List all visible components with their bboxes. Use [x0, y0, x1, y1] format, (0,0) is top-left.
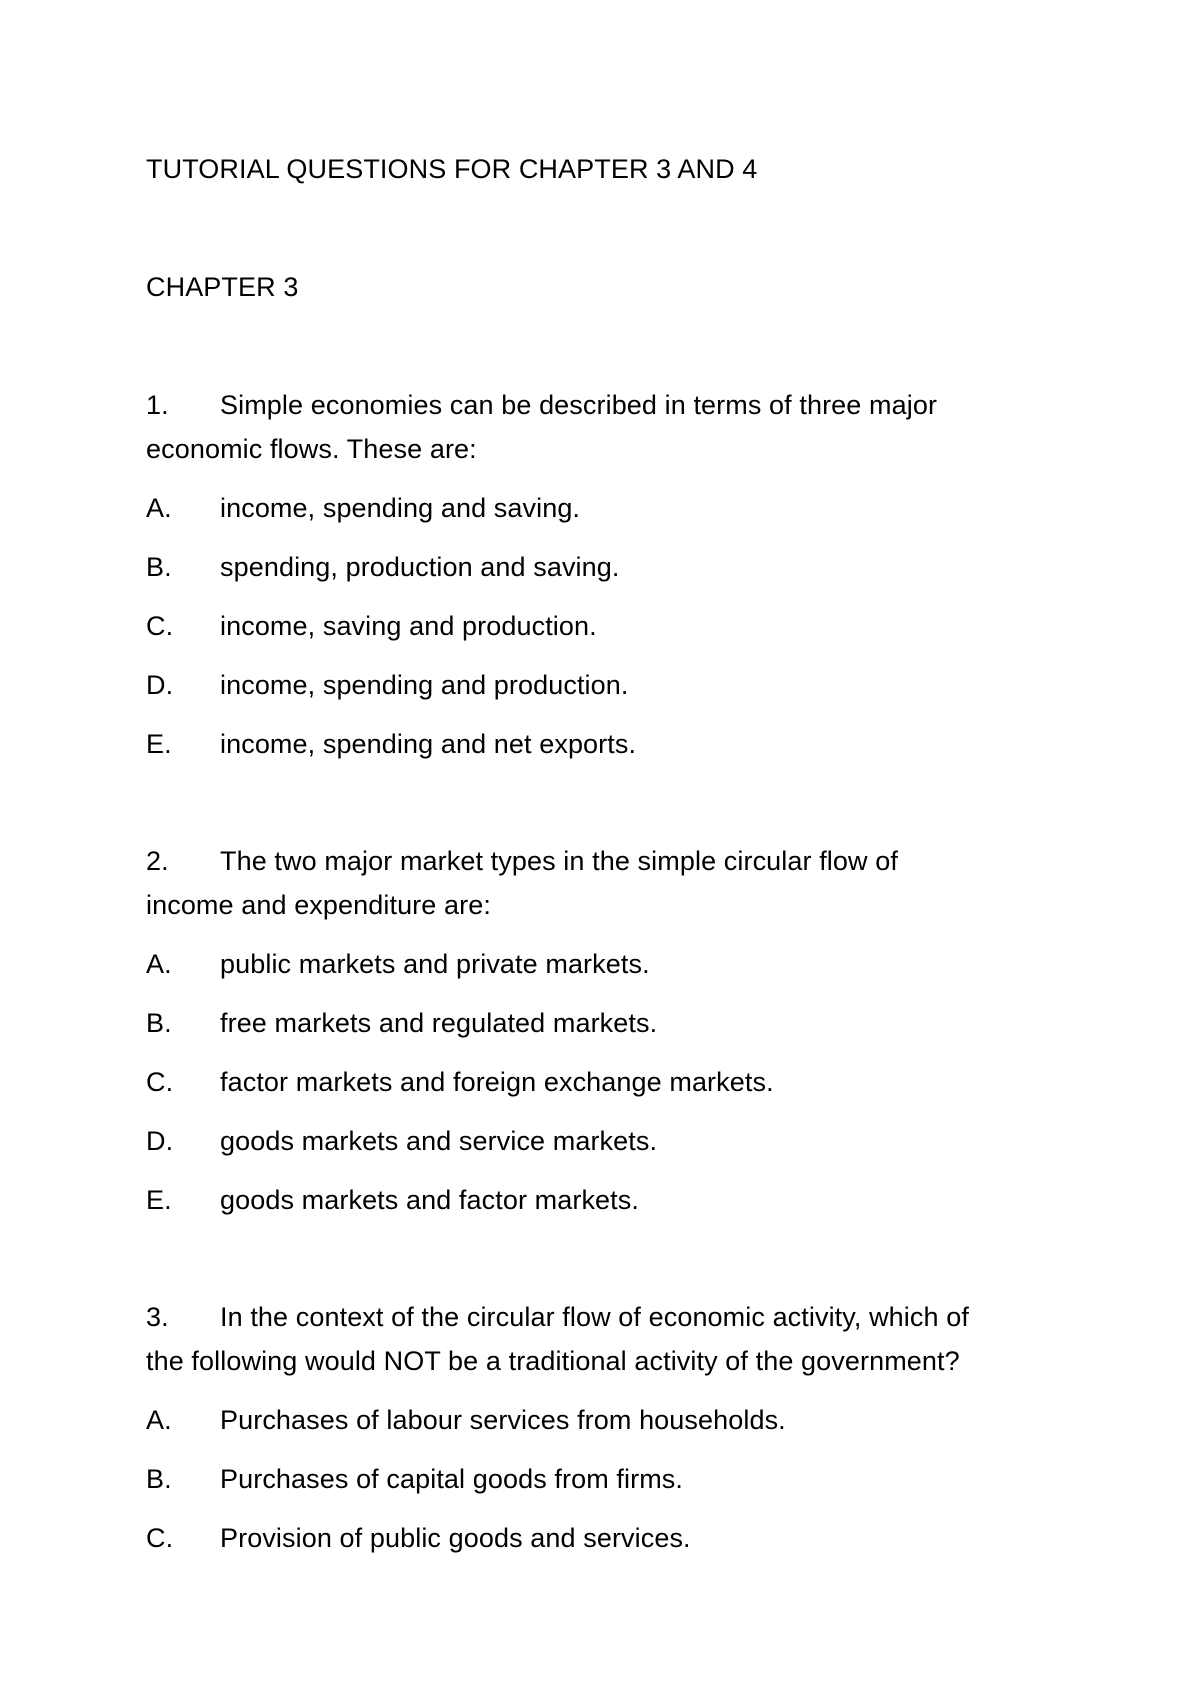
option-letter: C. [146, 1523, 174, 1553]
answer-option [146, 1064, 774, 1100]
answer-option [146, 1520, 691, 1556]
question-number: 2. [146, 846, 169, 876]
question-stem-line [146, 387, 937, 423]
option-text: Purchases of labour services from households. [220, 1405, 786, 1435]
question-stem-continuation: income and expenditure are: [146, 890, 491, 920]
option-letter: A. [146, 493, 172, 523]
question-stem-line [146, 843, 898, 879]
option-text: spending, production and saving. [220, 552, 620, 582]
answer-option [146, 549, 620, 585]
document-title: TUTORIAL QUESTIONS FOR CHAPTER 3 AND 4 [146, 154, 758, 184]
option-letter: D. [146, 1126, 174, 1156]
question-text: Simple economies can be described in terms of three major [220, 390, 938, 420]
answer-option [146, 490, 580, 526]
option-text: public markets and private markets. [220, 949, 650, 979]
option-text: goods markets and service markets. [220, 1126, 658, 1156]
question-text: In the context of the circular flow of economic activity, which of [220, 1302, 969, 1332]
option-text: income, saving and production. [220, 611, 597, 641]
option-text: income, spending and production. [220, 670, 629, 700]
option-letter: E. [146, 1185, 172, 1215]
answer-option [146, 1123, 657, 1159]
option-text: income, spending and net exports. [220, 729, 637, 759]
question-text: The two major market types in the simple circular flow of [220, 846, 898, 876]
option-letter: A. [146, 1405, 172, 1435]
option-letter: D. [146, 670, 174, 700]
option-text: goods markets and factor markets. [220, 1185, 639, 1215]
chapter-heading: CHAPTER 3 [146, 272, 299, 302]
option-letter: C. [146, 611, 174, 641]
answer-option [146, 1461, 683, 1497]
answer-option [146, 1005, 657, 1041]
answer-option [146, 1402, 786, 1438]
answer-option [146, 608, 597, 644]
option-letter: E. [146, 729, 172, 759]
option-letter: B. [146, 1008, 172, 1038]
question-stem-continuation: the following would NOT be a traditional activity of the government? [146, 1346, 960, 1376]
answer-option [146, 946, 650, 982]
question-number: 1. [146, 390, 169, 420]
option-letter: B. [146, 1464, 172, 1494]
option-letter: B. [146, 552, 172, 582]
answer-option [146, 726, 636, 762]
question-stem-line [146, 1299, 969, 1335]
option-text: Provision of public goods and services. [220, 1523, 691, 1553]
option-text: income, spending and saving. [220, 493, 581, 523]
question-stem-continuation: economic flows. These are: [146, 434, 477, 464]
option-letter: A. [146, 949, 172, 979]
option-text: free markets and regulated markets. [220, 1008, 658, 1038]
question-number: 3. [146, 1302, 169, 1332]
option-text: Purchases of capital goods from firms. [220, 1464, 683, 1494]
answer-option [146, 667, 628, 703]
option-letter: C. [146, 1067, 174, 1097]
answer-option [146, 1182, 639, 1218]
option-text: factor markets and foreign exchange markets. [220, 1067, 774, 1097]
